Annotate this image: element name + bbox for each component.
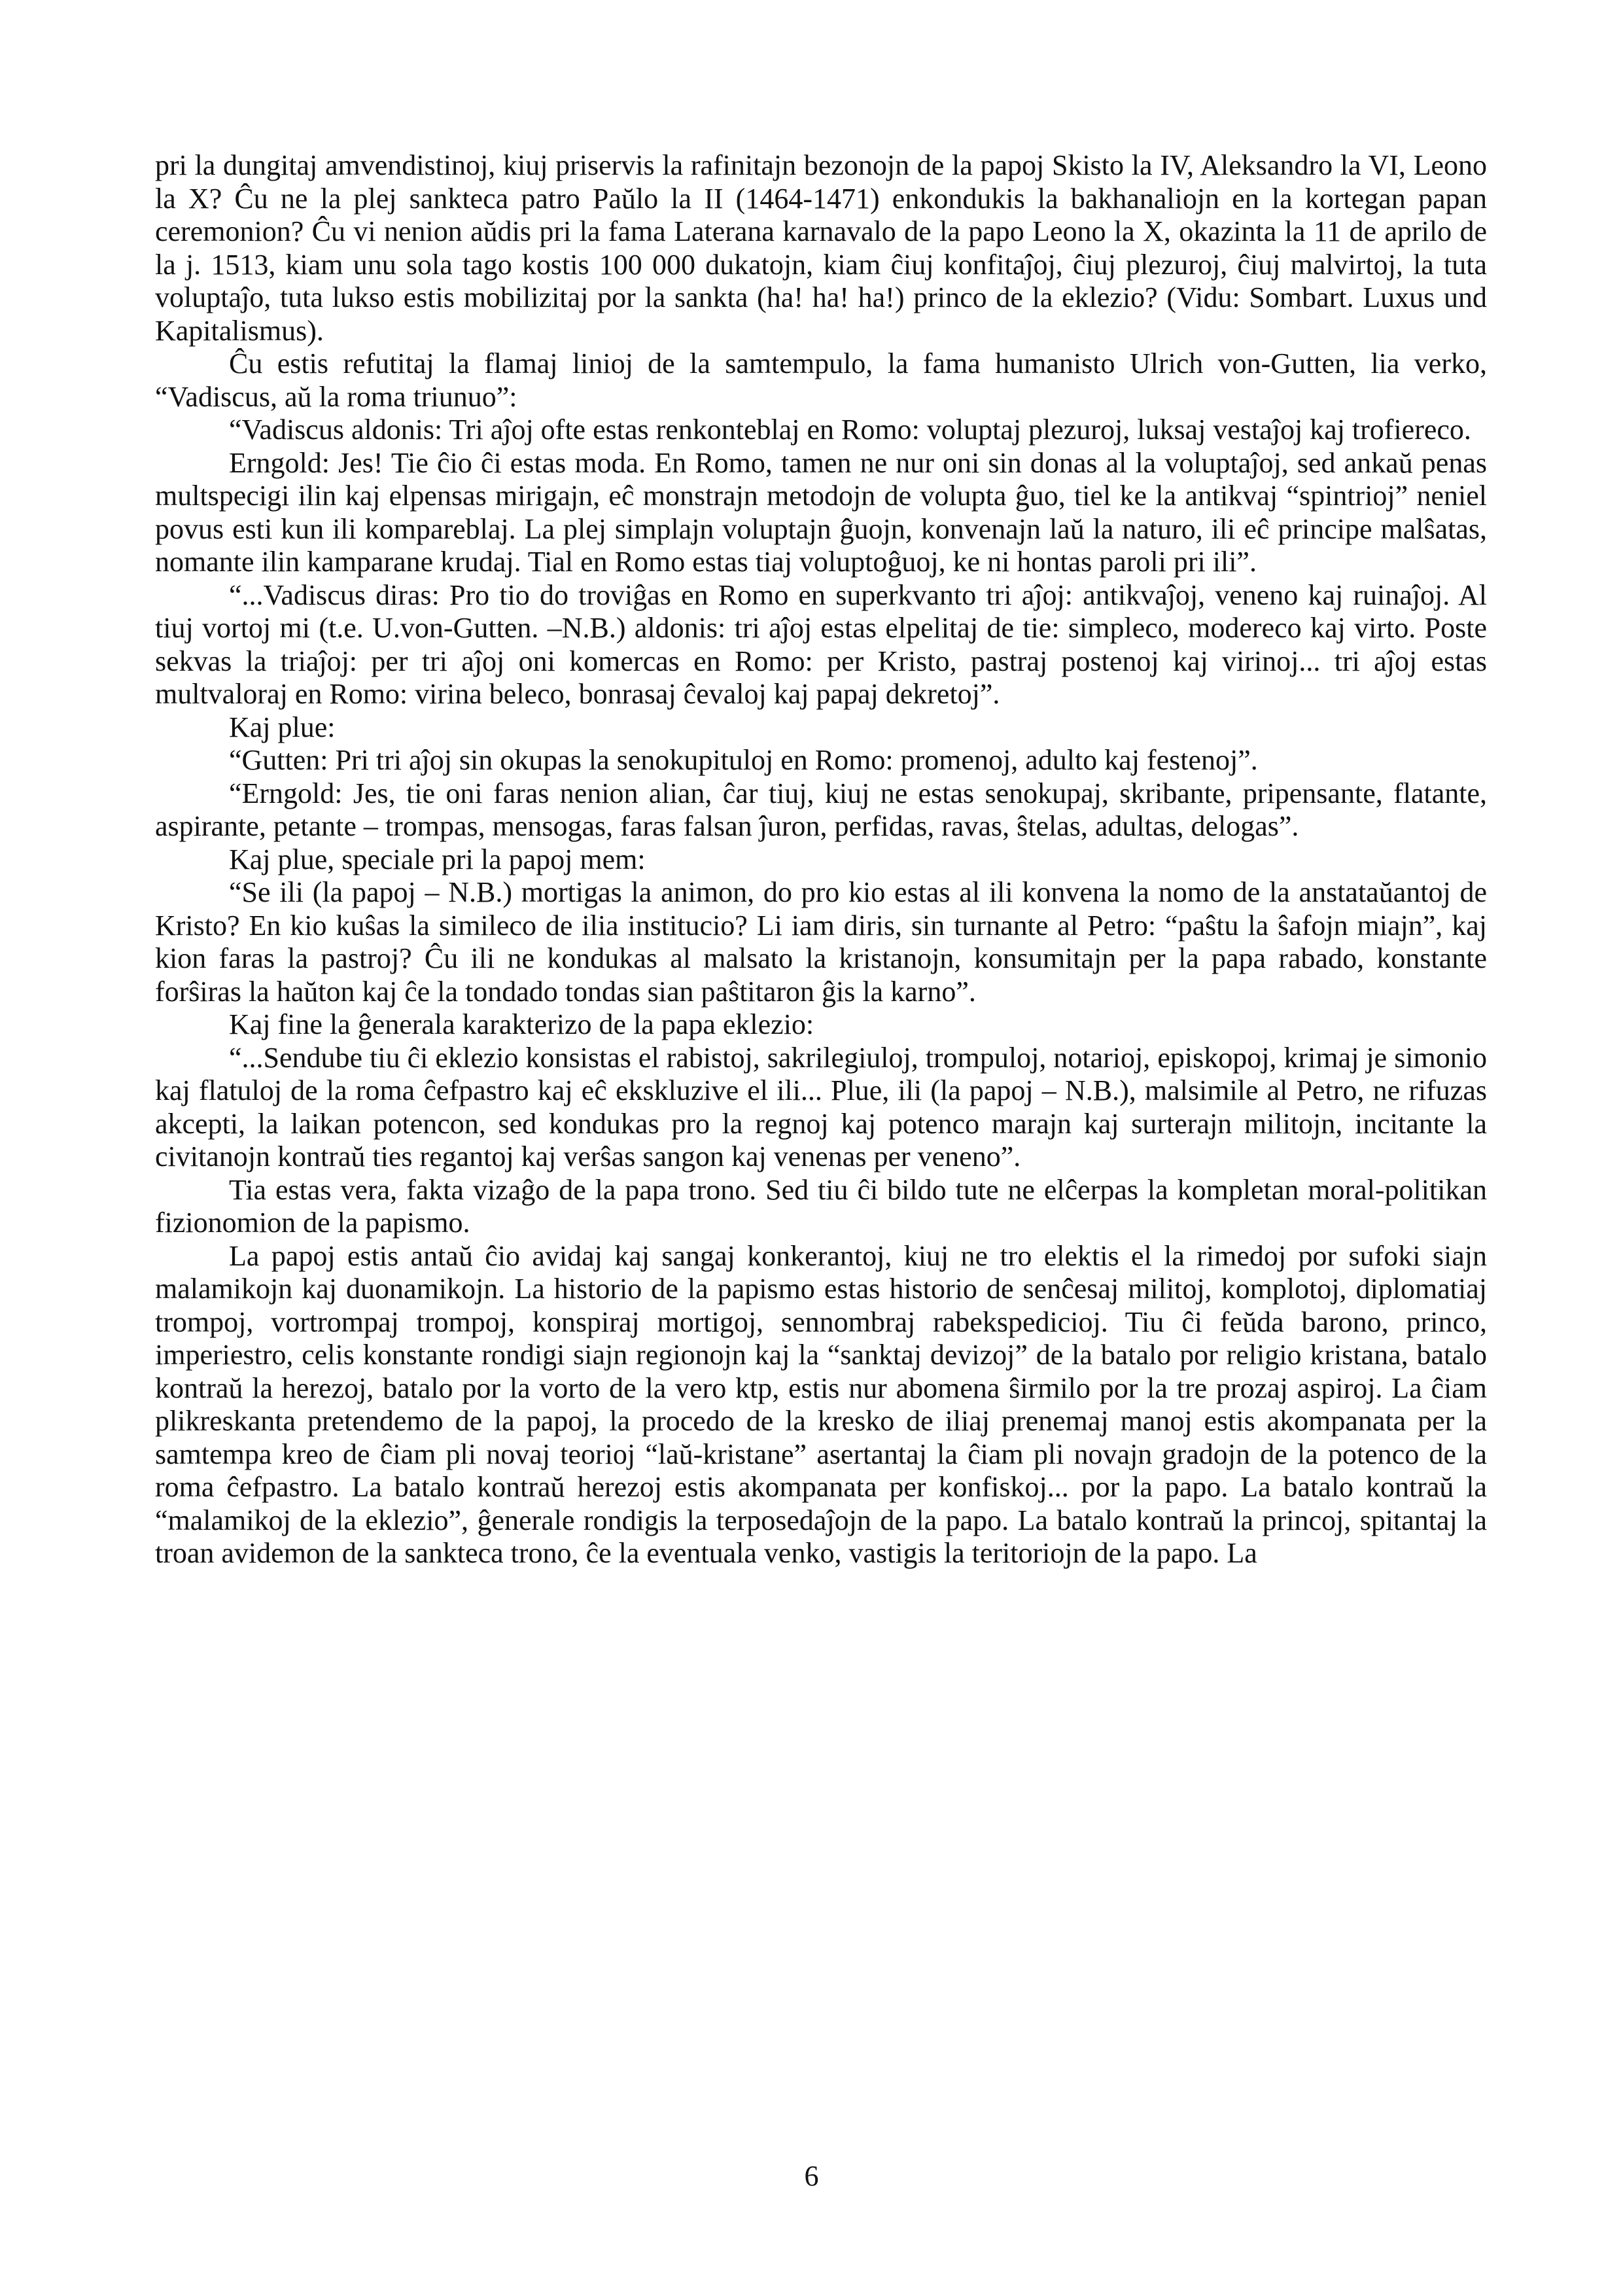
paragraph-1: pri la dungitaj amvendistinoj, kiuj priservis la rafinitajn bezonojn de la papoj Skisto la IV, Aleksandro la VI, Leono la X? Ĉu ne la plej sankteca patro Paŭlo la II (1464-1471) enkondukis la bakhanaliojn en la kortegan papan ceremonion? Ĉu vi nenion aŭdis pri la fama Laterana karnavalo de la papo Leono la X, okazinta la 11 de aprilo de la j. 1513, kiam unu sola tago kostis 100 000 dukatojn, kiam ĉiuj konfitaĵoj, ĉiuj plezuroj, ĉiuj malvirtoj, la tuta voluptaĵo, tuta lukso estis mobilizitaj por la sankta (ha! ha! ha!) princo de la eklezio? (Vidu: Sombart. Luxus und Kapitalismus). — [155, 149, 1487, 347]
document-body — [155, 149, 1487, 1570]
paragraph-14: La papoj estis antaŭ ĉio avidaj kaj sangaj konkerantoj, kiuj ne tro elektis el la rimedoj por sufoki siajn malamikojn kaj duonamikojn. La historio de la papismo estas historio de senĉesaj militoj, komplotoj, diplomatiaj trompoj, vortrompaj trompoj, konspiraj mortigoj, sennombraj rabekspedicioj. Tiu ĉi feŭda barono, princo, imperiestro, celis konstante rondigi siajn regionojn kaj la “sanktaj devizoj” de la batalo por religio kristana, batalo kontraŭ la herezoj, batalo por la vorto de la vero ktp, estis nur abomena ŝirmilo por la tre prozaj aspiroj. La ĉiam plikreskanta pretendemo de la papoj, la procedo de la kresko de iliaj prenemaj manoj estis akompanata per la samtempa kreo de ĉiam pli novaj teorioj “laŭ-kristane” asertantaj la ĉiam pli novajn gradojn de la potenco de la roma ĉefpastro. La batalo kontraŭ herezoj estis akompanata per konfiskoj... por la papo. La batalo kontraŭ la “malamikoj de la eklezio”, ĝenerale rondigis la terposedaĵojn de la papo. La batalo kontraŭ la princoj, spitantaj la troan avidemon de la sankteca trono, ĉe la eventuala venko, vastigis la teritoriojn de la papo. La — [155, 1239, 1487, 1569]
paragraph-5: “...Vadiscus diras: Pro tio do troviĝas en Romo en superkvanto tri aĵoj: antikvaĵoj, veneno kaj ruinaĵoj. Al tiuj vortoj mi (t.e. U.von-Gutten. –N.B.) aldonis: tri aĵoj estas elpelitaj de tie: simpleco, modereco kaj virto. Poste sekvas la triaĵoj: per tri aĵoj oni komercas en Romo: per Kristo, pastraj postenoj kaj virinoj... tri aĵoj estas multvaloraj en Romo: virina beleco, bonrasaj ĉevaloj kaj papaj dekretoj”. — [155, 578, 1487, 710]
paragraph-6: Kaj plue: — [229, 711, 336, 743]
paragraph-3: “Vadiscus aldonis: Tri aĵoj ofte estas renkonteblaj en Romo: voluptaj plezuroj, luksaj vestaĵoj kaj trofiereco. — [229, 414, 1471, 446]
page-number: 6 — [804, 2160, 819, 2192]
paragraph-11: Kaj fine la ĝenerala karakterizo de la papa eklezio: — [229, 1008, 814, 1040]
paragraph-13: Tia estas vera, fakta vizaĝo de la papa trono. Sed tiu ĉi bildo tute ne elĉerpas la kompletan moral-politikan fizionomion de la papismo. — [155, 1173, 1487, 1239]
paragraph-4: Erngold: Jes! Tie ĉio ĉi estas moda. En Romo, tamen ne nur oni sin donas al la voluptaĵoj, sed ankaŭ penas multspecigi ilin kaj elpensas mirigajn, eĉ monstrajn metodojn de volupta ĝuo, tiel ke la antikvaj “spintrioj” neniel povus esti kun ili kompareblaj. La plej simplajn voluptajn ĝuojn, konvenajn laŭ la naturo, ili eĉ principe malŝatas, nomante ilin kamparane krudaj. Tial en Romo estas tiaj voluptoĝuoj, ke ni hontas paroli pri ili”. — [155, 446, 1487, 578]
paragraph-8: “Erngold: Jes, tie oni faras nenion alian, ĉar tiuj, kiuj ne estas senokupaj, skribante, pripensante, flatante, aspirante, petante – trompas, mensogas, faras falsan ĵuron, perfidas, ravas, ŝtelas, adultas, delogas”. — [155, 777, 1487, 842]
paragraph-12: “...Sendube tiu ĉi eklezio konsistas el rabistoj, sakrilegiuloj, trompuloj, notarioj, episkopoj, krimaj je simonio kaj flatuloj de la roma ĉefpastro kaj eĉ ekskluzive el ili... Plue, ili (la papoj – N.B.), malsimile al Petro, ne rifuzas akcepti, la laikan potencon, sed kondukas pro la regnoj kaj potenco marajn kaj surterajn militojn, incitante la civitanojn kontraŭ ties regantoj kaj verŝas sangon kaj venenas per veneno”. — [155, 1041, 1487, 1173]
paragraph-9: Kaj plue, speciale pri la papoj mem: — [229, 843, 646, 875]
paragraph-2: Ĉu estis refutitaj la flamaj linioj de la samtempulo, la fama humanisto Ulrich von-Gutten, lia verko, “Vadiscus, aŭ la roma triunuo”: — [155, 347, 1487, 413]
paragraph-10: “Se ili (la papoj – N.B.) mortigas la animon, do pro kio estas al ili konvena la nomo de la anstataŭantoj de Kristo? En kio kuŝas la simileco de ilia institucio? Li iam diris, sin turnante al Petro: “paŝtu la ŝafojn miajn”, kaj kion faras la pastroj? Ĉu ili ne kondukas al malsato la kristanojn, konsumitajn per la papa rabado, konstante forŝiras la haŭton kaj ĉe la tondado tondas sian paŝtitaron ĝis la karno”. — [155, 876, 1487, 1008]
paragraph-7: “Gutten: Pri tri aĵoj sin okupas la senokupituloj en Romo: promenoj, adulto kaj festenoj”. — [229, 744, 1258, 776]
